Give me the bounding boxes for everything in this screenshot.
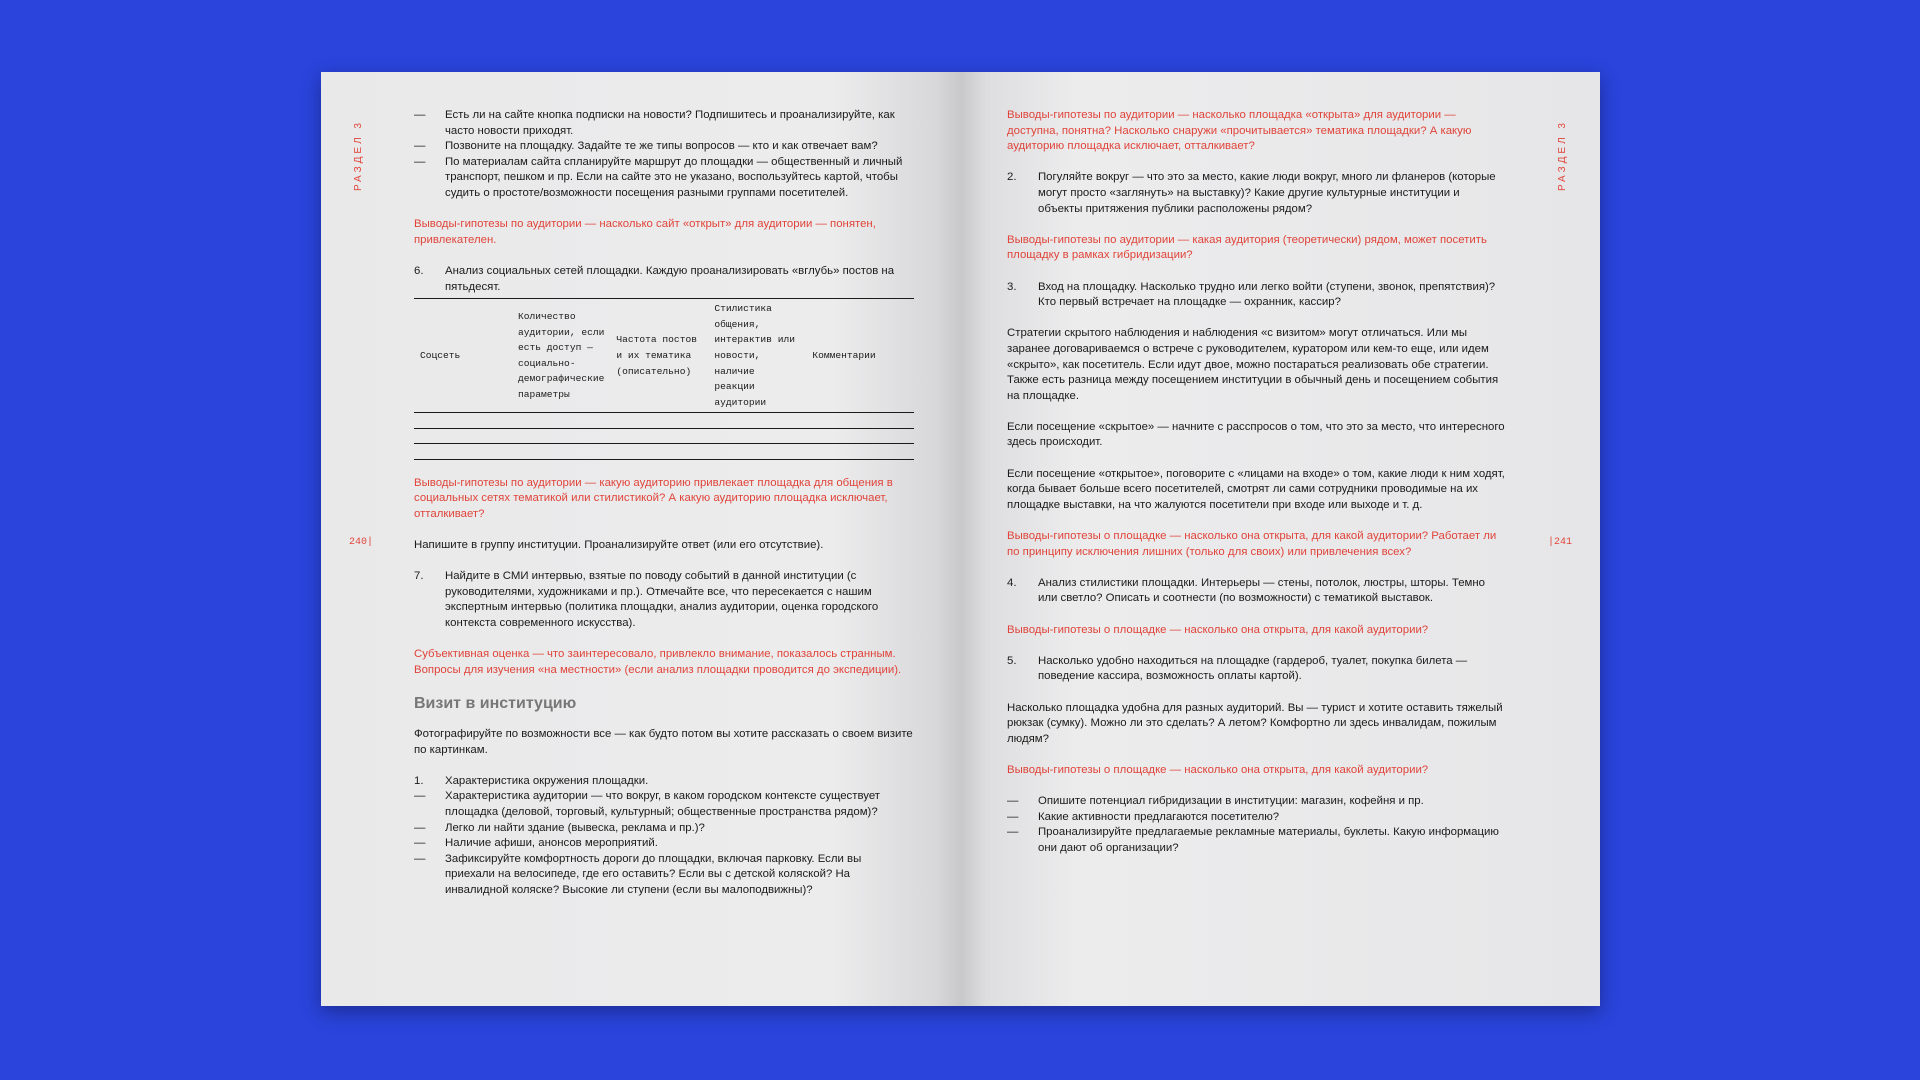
list-item: — Легко ли найти здание (вывеска, реклама и пр.)? <box>414 821 705 834</box>
table-header-row <box>414 299 914 413</box>
numbered-item: 3. Вход на площадку. Насколько трудно или легко войти (ступени, звонок, препятствия)? Кто первый встречает на площадке — охранник, кассир? <box>1007 280 1496 309</box>
page-number: 240| <box>349 537 374 548</box>
paragraph: Если посещение «скрытое» — начните с расспросов о том, что это за место, что интересного здесь происходит. <box>1007 420 1505 449</box>
paragraph: Фотографируйте по возможности все — как будто потом вы хотите рассказать о своем визите по картинкам. <box>414 727 913 756</box>
bullet-list <box>1007 794 1507 856</box>
paragraph: Стратегии скрытого наблюдения и наблюдения «с визитом» могут отличаться. Или мы заранее договариваемся о встрече с руководителем, куратором или кем-то еще, или идем «скрыто», как посетитель. Если идут двое, можно постараться реализовать обе стратегии. Также есть разница между посещением институции в обычный день и посещением события на площадке. <box>1007 327 1499 402</box>
table-header: Соцсеть <box>414 299 512 413</box>
right-page <box>961 72 1600 1006</box>
numbered-item: 7. Найдите в СМИ интервью, взятые по поводу событий в данной институции (с руководителями, художниками и пр.). Отмечайте все, что пересекается с нашим экспертным интервью (политика площадки, анализ аудитории, оценка городского контекста современного искусства). <box>414 570 879 629</box>
hypothesis-note: Выводы-гипотезы по аудитории — насколько площадка «открыта» для аудитории — доступна, понятна? Насколько снаружи «прочитывается» тематика площадки? А какую аудиторию площадка исключает, отталкивает? <box>1007 109 1472 153</box>
section-heading: Визит в институцию <box>414 694 577 712</box>
hypothesis-note: Выводы-гипотезы по аудитории — насколько сайт «открыт» для аудитории — понятен, привлекателен. <box>414 218 876 246</box>
list-item: — Проанализируйте предлагаемые рекламные материалы, буклеты. Какую информацию они дают об организации? <box>1007 826 1499 854</box>
hypothesis-note: Выводы-гипотезы о площадке — насколько она открыта, для какой аудитории? <box>1007 623 1429 636</box>
social-analysis-table <box>414 298 914 460</box>
list-item: — Характеристика аудитории — что вокруг, в каком городском контексте существует площадка (деловой, торговый, культурный; общественные пространства рядом)? <box>414 790 880 818</box>
list-item: — Наличие афиши, анонсов мероприятий. <box>414 837 658 850</box>
paragraph: Напишите в группу институции. Проанализируйте ответ (или его отсутствие). <box>414 539 824 552</box>
table-header: Стилистика общения, интерактив или новости, наличие реакции аудитории <box>708 299 806 413</box>
hypothesis-note: Выводы-гипотезы о площадке — насколько она открыта, для какой аудитории? <box>1007 763 1429 776</box>
left-text-column <box>414 108 914 899</box>
paragraph: Насколько площадка удобна для разных аудиторий. Вы — турист и хотите оставить тяжелый рюкзак (сумку). Можно ли это сделать? А летом? Комфортно ли здесь инвалидам, пожилым людям? <box>1007 701 1503 745</box>
list-item: — Позвоните на площадку. Задайте те же типы вопросов — кто и как отвечает вам? <box>414 140 878 153</box>
table-row <box>414 413 914 429</box>
bullet-list <box>414 108 914 202</box>
list-item: — По материалам сайта спланируйте маршрут до площадки — общественный и личный транспорт, пешком и пр. Если на сайте это не указано, воспользуйтесь картой, чтобы судить о простоте/возможности посещения разными группами посетителей. <box>414 155 903 199</box>
subjective-note: Субъективная оценка — что заинтересовало, привлекло внимание, показалось странным. Вопросы для изучения «на местности» (если анализ площадки проводится до экспедиции). <box>414 648 902 676</box>
list-item: — Зафиксируйте комфортность дороги до площадки, включая парковку. Если вы приехали на велосипеде, где его оставить? Если вы с детской коляской? На инвалидной коляске? Высокие ли ступени (если вы малоподвижны)? <box>414 852 862 896</box>
table-header: Частота постов и их тематика (описательно) <box>610 299 708 413</box>
section-label: РАЗДЕЛ 3 <box>1557 120 1568 191</box>
left-page <box>321 72 961 1006</box>
hypothesis-note: Выводы-гипотезы по аудитории — какая аудитория (теоретически) рядом, может посетить площадку в рамках гибридизации? <box>1007 233 1487 262</box>
table-header: Комментарии <box>806 299 914 413</box>
numbered-item: 6. Анализ социальных сетей площадки. Каждую проанализировать «вглубь» постов на пятьдесят. <box>414 264 895 293</box>
paragraph: Если посещение «открытое», поговорите с «лицами на входе» о том, какие люди к ним ходят, когда бывает больше всего посетителей, смотрят ли сами сотрудники проводимые на их площадке выставки, на что жалуются посетители при входе или выходе и т. д. <box>1007 467 1505 511</box>
book-spread <box>321 72 1600 1006</box>
table-row <box>414 444 914 460</box>
list-item: — Есть ли на сайте кнопка подписки на новости? Подпишитесь и проанализируйте, как часто новости приходят. <box>414 109 895 137</box>
hypothesis-note: Выводы-гипотезы по аудитории — какую аудиторию привлекает площадка для общения в социальных сетях тематикой или стилистикой? А какую аудиторию площадка исключает, отталкивает? <box>414 476 893 520</box>
list-item: — Какие активности предлагаются посетителю? <box>1007 810 1280 823</box>
hypothesis-note: Выводы-гипотезы о площадке — насколько она открыта, для какой аудитории? Работает ли по принципу исключения лишних (только для своих) или привлечения всех? <box>1007 530 1497 558</box>
numbered-item: 2. Погуляйте вокруг — что это за место, какие люди вокруг, много ли фланеров (которые могут просто «заглянуть» на выставку)? Какие другие культурные институции и объекты притяжения публики расположены рядом? <box>1007 171 1496 215</box>
section-label: РАЗДЕЛ 3 <box>353 120 364 191</box>
bullet-list <box>414 789 914 898</box>
table-row <box>414 428 914 444</box>
page-number: |241 <box>1547 537 1572 548</box>
numbered-item: 1. Характеристика окружения площадки. <box>414 774 649 787</box>
table-header: Количество аудитории, если есть доступ — социально-демографические параметры <box>512 299 610 413</box>
list-item: — Опишите потенциал гибридизации в институции: магазин, кофейня и пр. <box>1007 795 1424 808</box>
right-text-column <box>1007 108 1507 857</box>
numbered-item: 5. Насколько удобно находиться на площадке (гардероб, туалет, покупка билета — поведение кассира, возможность оплаты картой). <box>1007 654 1468 683</box>
numbered-item: 4. Анализ стилистики площадки. Интерьеры — стены, потолок, люстры, шторы. Темно или светло? Описать и соотнести (по возможности) с тематикой выставок. <box>1007 576 1485 605</box>
